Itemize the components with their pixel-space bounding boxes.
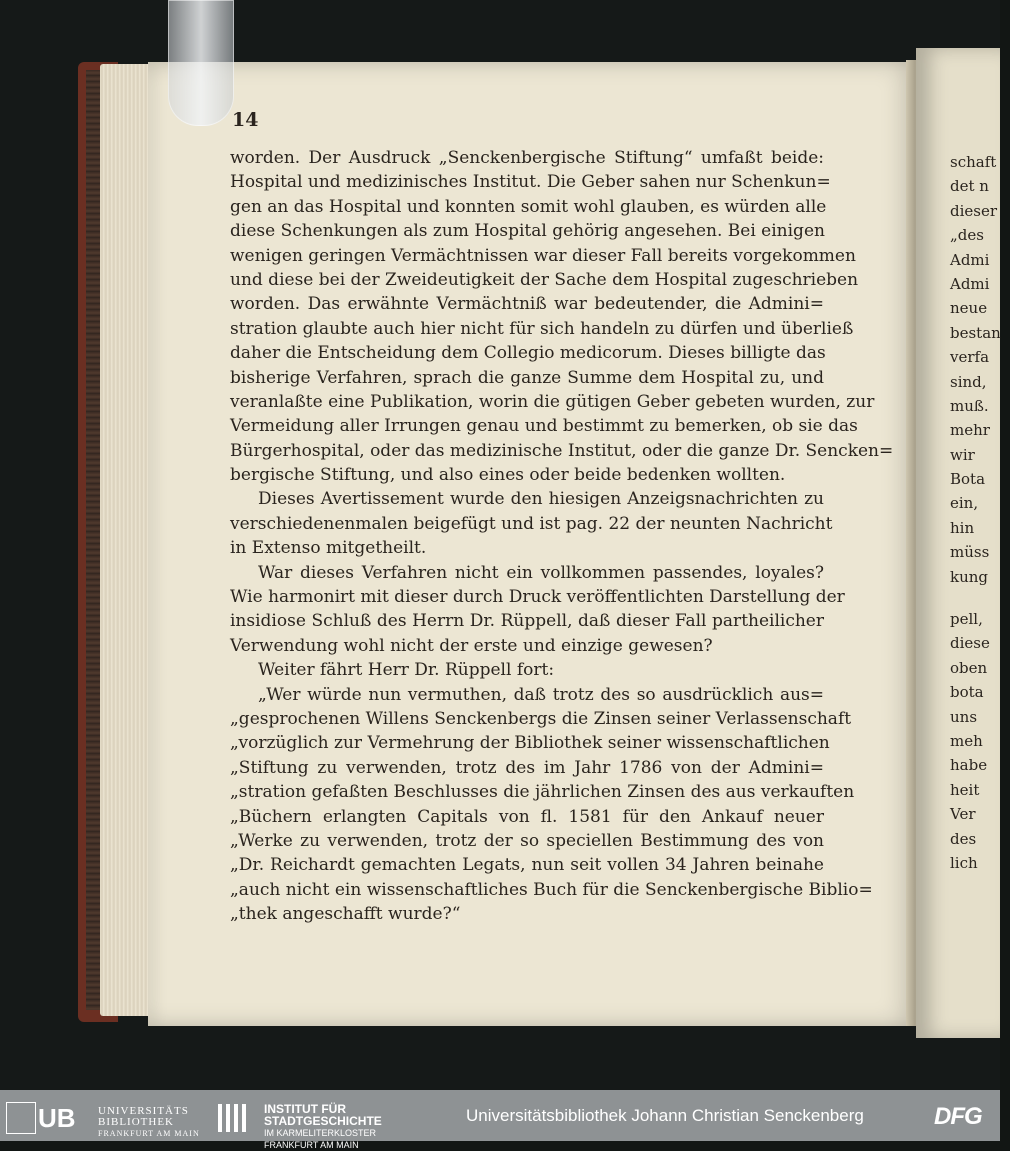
right-page-fragment: diese: [950, 634, 990, 653]
text-line: War dieses Verfahren nicht ein vollkommen passendes, loyales?: [258, 562, 824, 583]
right-page-fragment: wir: [950, 445, 975, 464]
right-page-fragment: sind,: [950, 372, 987, 391]
isg-name: [264, 1103, 382, 1151]
ub-name-line-2: BIBLIOTHEK: [98, 1116, 174, 1128]
right-page-fragment: schaft: [950, 153, 997, 171]
right-page-fragment: pell,: [950, 610, 983, 629]
text-line: verschiedenenmalen beigefügt und ist pag. 22 der neunten Nachricht: [230, 513, 833, 534]
text-line: bisherige Verfahren, sprach die ganze Summe dem Hospital zu, und: [230, 367, 824, 388]
text-line: Wie harmonirt mit dieser durch Druck veröffentlichten Darstellung der: [230, 587, 845, 608]
right-page-fragment: ein,: [950, 494, 979, 513]
body-text: [230, 146, 894, 927]
right-page-fragment: bota: [950, 683, 984, 702]
text-line: „Werke zu verwenden, trotz der so speciellen Bestimmung des von: [230, 830, 824, 851]
text-line: in Extenso mitgetheilt.: [230, 538, 427, 559]
text-line: „Wer würde nun vermuthen, daß trotz des so ausdrücklich aus=: [258, 684, 824, 705]
text-line: „thek angeschafft wurde?“: [230, 904, 461, 925]
library-title: Universitätsbibliothek Johann Christian Senckenberg: [466, 1106, 864, 1125]
right-page-fragment: oben: [950, 658, 988, 677]
right-page-fragment: mehr: [950, 421, 990, 440]
text-line: „vorzüglich zur Vermehrung der Bibliothek seiner wissenschaftlichen: [230, 733, 830, 754]
text-line: bergische Stiftung, und also eines oder beide bedenken wollten.: [230, 465, 786, 486]
right-page-fragment: uns: [950, 707, 978, 726]
page-number: 14: [232, 109, 259, 131]
text-line: Verwendung wohl nicht der erste und einzige gewesen?: [230, 635, 713, 656]
isg-name-line-4: FRANKFURT AM MAIN: [264, 1140, 359, 1150]
text-line: Bürgerhospital, oder das medizinische Institut, oder die ganze Dr. Sencken=: [230, 440, 894, 461]
text-line: wenigen geringen Vermächtnissen war dieser Fall bereits vorgekommen: [230, 245, 856, 266]
text-line: „stration gefaßten Beschlusses die jährlichen Zinsen des aus verkauften: [230, 782, 855, 803]
right-page-fragment: Admi: [950, 274, 990, 293]
text-line: diese Schenkungen als zum Hospital gehörig angesehen. Bei einigen: [230, 221, 825, 242]
ub-logo: UB: [38, 1103, 76, 1133]
text-line: gen an das Hospital und konnten somit wohl glauben, es würden alle: [230, 196, 827, 217]
right-page-text: [950, 150, 1010, 875]
text-line: stration glaubte auch hier nicht für sich handeln zu dürfen und überließ: [230, 318, 854, 339]
ub-name: [98, 1106, 200, 1139]
right-page-fragment: bestan: [950, 323, 1001, 342]
text-line: Vermeidung aller Irrungen genau und bestimmt zu bemerken, ob sie das: [230, 416, 858, 437]
right-page-fragment: neue: [950, 299, 988, 318]
text-line: Dieses Avertissement wurde den hiesigen Anzeigsnachrichten zu: [258, 489, 824, 510]
text-line: „Dr. Reichardt gemachten Legats, nun seit vollen 34 Jahren beinahe: [230, 855, 824, 876]
right-page-fragment: muß.: [950, 396, 989, 415]
right-page-fragment: meh: [950, 731, 983, 750]
text-line: „Stiftung zu verwenden, trotz des im Jahr 1786 von der Admini=: [230, 757, 824, 778]
right-page-fragment: müss: [950, 543, 990, 562]
right-page-fragment: Admi: [950, 250, 990, 269]
right-page-fragment: lich: [950, 853, 978, 872]
isg-name-line-2: STADTGESCHICHTE: [264, 1114, 382, 1128]
text-line: „auch nicht ein wissenschaftliches Buch für die Senckenbergische Biblio=: [230, 879, 873, 900]
text-line: „Büchern erlangten Capitals von fl. 1581 für den Ankauf neuer: [230, 806, 824, 827]
right-page-fragment: habe: [950, 756, 988, 775]
page-holder-clip: [168, 0, 234, 126]
right-page-fragment: heit: [950, 780, 980, 799]
text-line: „gesprochenen Willens Senckenbergs die Zinsen seiner Verlassenschaft: [230, 708, 852, 729]
right-page-fragment: verfa: [950, 348, 990, 367]
right-page-fragment: dieser: [950, 201, 998, 220]
ub-seal-icon: [6, 1102, 36, 1134]
page-edges: [100, 64, 152, 1016]
right-page-fragment: des: [950, 829, 977, 848]
right-page-fragment: Ver: [950, 805, 976, 824]
right-page-fragment: Bota: [950, 470, 986, 489]
text-line: Weiter fährt Herr Dr. Rüppell fort:: [258, 660, 555, 681]
right-page-fragment: „des: [950, 226, 984, 245]
text-line: worden. Der Ausdruck „Senckenbergische Stiftung“ umfaßt beide:: [230, 148, 824, 168]
ub-name-line-1: UNIVERSITÄTS: [98, 1105, 189, 1117]
isg-columns-icon: [214, 1102, 254, 1134]
text-line: veranlaßte eine Publikation, worin die gütigen Geber gebeten wurden, zur: [230, 391, 875, 412]
text-line: daher die Entscheidung dem Collegio medicorum. Dieses billigte das: [230, 343, 826, 364]
isg-name-line-1: INSTITUT FÜR: [264, 1102, 346, 1116]
right-page-fragment: kung: [950, 567, 989, 586]
text-line: worden. Das erwähnte Vermächtniß war bedeutender, die Admini=: [230, 294, 824, 315]
text-line: insidiose Schluß des Herrn Dr. Rüppell, daß dieser Fall partheilicher: [230, 611, 824, 632]
right-page-fragment: hin: [950, 518, 975, 537]
text-line: und diese bei der Zweideutigkeit der Sache dem Hospital zugeschrieben: [230, 269, 859, 290]
text-line: Hospital und medizinisches Institut. Die Geber sahen nur Schenkun=: [230, 172, 831, 193]
isg-name-line-3: IM KARMELITERKLOSTER: [264, 1128, 377, 1138]
dfg-logo: DFG: [934, 1103, 982, 1130]
ub-name-line-3: FRANKFURT AM MAIN: [98, 1129, 200, 1138]
right-page-fragment: det n: [950, 177, 989, 196]
